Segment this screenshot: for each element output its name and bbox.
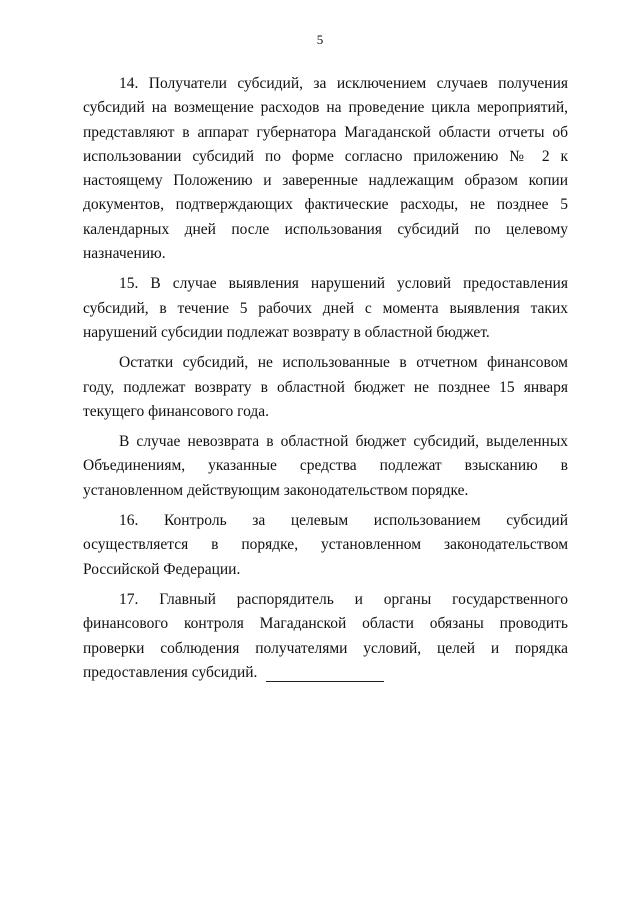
page-number: 5 — [316, 32, 324, 47]
paragraph-15: 15. В случае выявления нарушений условий предоставления субсидий, в течение 5 рабочих дней с момента выявления таких нарушений субсидии подлежат возврату в областной бюджет. — [83, 275, 568, 341]
document-body — [83, 72, 568, 691]
paragraph-17: 17. Главный распорядитель и органы государственного финансового контроля Магаданской области обязаны проводить проверки соблюдения получателями условий, целей и порядка предоставления субсидий. — [83, 590, 568, 681]
paragraph-non-return: В случае невозврата в областной бюджет субсидий, выделенных Объединениям, указанные средства подлежат взысканию в установленном действующим законодательством порядке. — [83, 433, 568, 499]
paragraph-14: 14. Получатели субсидий, за исключением случаев получения субсидий на возмещение расходов на проведение цикла мероприятий, представляют в аппарат губернатора Магаданской области отчеты об использовании субсидий по форме согласно приложению № 2 к настоящему Положению и заверенные надлежащим образом копии документов, подтверждающих фактические расходы, не позднее 5 календарных дней после использования субсидий по целевому назначению. — [83, 75, 568, 263]
closing-divider-line — [266, 681, 384, 682]
paragraph-16: 16. Контроль за целевым использованием субсидий осуществляется в порядке, установленном законодательством Российской Федерации. — [83, 512, 568, 578]
paragraph-remaining-subsidies: Остатки субсидий, не использованные в отчетном финансовом году, подлежат возврату в областной бюджет не позднее 15 января текущего финансового года. — [83, 354, 568, 420]
